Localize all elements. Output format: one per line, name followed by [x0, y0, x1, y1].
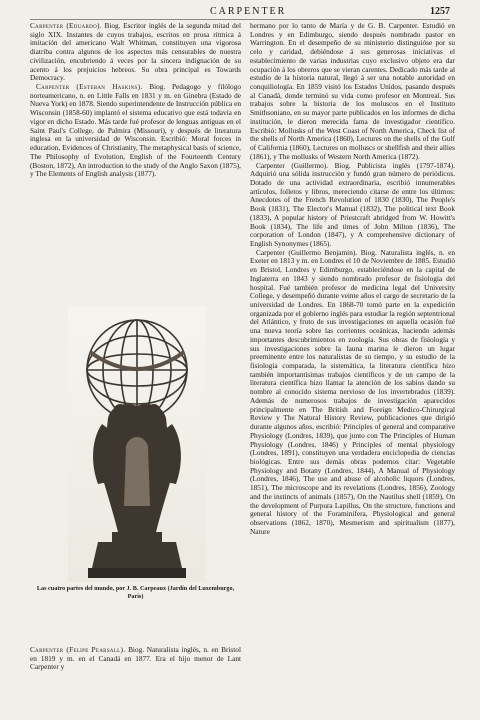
entry-head: Carpenter (Eduardo). [30, 21, 102, 30]
page-header [30, 6, 450, 20]
paragraph: Carpenter (Guillermo Benjamín). Biog. Naturalista inglés, n. en Exeter en 1813 y m. en Londres el 10 de Noviembre de 1885. Estudió en Bristol, Londres y Edimburgo, estableciéndose en la capital de Inglaterra en 1843 y siendo nombrado profesor de fisiología del hospital. Fué también profesor de medicina legal del University College, y desempeñó durante veinte años el cargo de secretario de la universidad de Londres. En 1868-70 tomó parte en la expedición organizada por el gobierno inglés para estudiar la región septentrional del Atlántico, y fruto de sus investigaciones en aquella ocasión fué una nueva teoría sobre las corrientes oceánicas, haciendo además importantes descubrimientos en zoología. Sus obras de fisiología y sus investigaciones sobre la fauna marina le dieron un lugar preeminente entre los naturalistas de su tiempo, y su estudio de la fisiología comparada, la sistemática, la literatura científica hizo también importantísimas trabajos científicos y de un campo de la literatura científica hizo llamar la atención de los sabios dando su nombre al conocido sistema nervioso de los invertebrados (1839). Además de numerosos trabajos de investigación aparecidos principalmente en The British and Foreign Medico-Chirurgical Review y The Natural History Review, publicaciones que dirigió durante algunos años, escribió: Principles of general and comparative Physiology (Londres, 1839), que junto con The Principles of Human Physiology (Londres, 1846) y Principles of mental physiology (Londres, 1891), constituyen una verdadera enciclopedia de ciencias biológicas. Entre sus demás obras podemos citar: Vegetable Physiology and Botany (Londres, 1844), A Manual of Physiology (Londres, 1846), The use and abuse of alcoholic liquors (Londres, 1851), The microscope and its revelations (Londres, 1856), Zoology and the instincts of animals (1857), On the Nautilus shell (1859), On the development of Purpura Lapillus, On the structure, functions and general history of the Foraminifera, Physiological and general observations (1862, 1870), Mesmerism and spiritualism (1877), Nature [250, 247, 455, 536]
armillary-sphere-illustration [68, 306, 206, 582]
sculpture-photo [68, 306, 206, 582]
left-column [30, 22, 241, 179]
paragraph: hermano por lo tanto de María y de G. B. Carpenter. Estudió en Londres y en Edimburgo, siendo después nombrado pastor en Warrington. En el desempeño de su ministerio distinguióse por su celo y caridad, debiéndose á sus generosas iniciativas el establecimiento de varias industrias cuyo exclusivo objeto era dar ocupación á los obreros que se vieran carentes. Dedicado más tarde al estudio de la historia natural, llegó á ser una notable autoridad en conquiliología. En 1859 visitó los Estados Unidos, pasando después al Canadá, donde terminó su vida como profesor en Montreal. Sus trabajos sobre la historia de los moluscos en el Instituto Smithsoniano, en su mayor parte publicados en los informes de dicha institución, le dieron merecida fama de investigador científico. Escribió: Mollusks of the West Coast of North America, Check list of the shells of North America (1860), Lectures on the shells of the Gulf of California (1860), Lectures on molluscs or shellfish and their allies (1861), y The mollusks of Western North America (1872). [250, 21, 455, 161]
entry-head: Carpenter (Esteban Haskins). [36, 82, 143, 92]
entry-text: Biog. Naturalista inglés, n. en Bristol en 1819 y m. en el Canadá en 1877. Era el hijo menor de Lant Carpenter y [30, 645, 241, 672]
paragraph: Carpenter (Guillermo). Biog. Publicista inglés (1797-1874). Adquirió una sólida instrucción y fundó gran número de periódicos. Dotado de una actividad extraordinaria, escribió innumerables artículos, folletos y libros, mereciendo citarse de entre los últimos: Anecdotes of the French Revolution of 1830 (1830), The People's Book (1831), The Elector's Manual (1832), The political text Book (1833), A popular history of Priestcraft abridged from W. Howitt's Book (1834), The life and times of John Milton (1836), The corporation of London (1847), y A comprehensive dictionary of English Synonymes (1865). [250, 160, 455, 248]
figure-caption: Las cuatro partes del mundo, por J. B. Carpeaux (Jardín del Luxemburgo, París) [36, 585, 235, 600]
entry-carpenter-felipe [30, 646, 241, 672]
header-rule [30, 19, 450, 20]
page-number: 1257 [430, 6, 450, 17]
sculpture-figure [30, 306, 241, 582]
right-column [250, 22, 455, 536]
entry-text: Biog. Escritor inglés de la segunda mitad del siglo XIX. Instantes de cuyos trabajos, escritos en prosa rítmica á imitación del americano Walt Whitman, constituyen una vigorosa diatriba contra algunos de los aspectos más censurables de nuestra civilización, encubriendo á veces por la sincera indignación de su acento á los prejuicios hebreos. Su obra principal es Towards Democracy. [30, 21, 241, 83]
entry-text: Biog. Pedagogo y filólogo norteamericano, n. en Little Falls en 1831 y m. en Ginebra (Estado de Nueva York) en 1878. Siendo superintendente de Instrucción pública en Wisconsin (1858-60) implantó el sistema educativo que está todavía en vigor en dicho Estado. Más tarde fué profesor de lenguas antiguas en el Saint Paul's College, de Palmira (Missouri), y después de literatura inglesa en la universidad de Wisconsin. Escribió: Moral forces in education, Evidences of Christianity, The metaphysical basis of science, The Philosophy of Evolution, English of the Fourteenth Century (Boston, 1872), An introduction to the study of the Anglo Saxon (1875), y The Elements of English analysis (1877). [30, 82, 242, 179]
running-head: CARPENTER [210, 6, 287, 17]
left-column-bottom [30, 646, 241, 672]
entry-carpenter-esteban [30, 83, 241, 179]
entry-carpenter-eduardo [30, 22, 241, 83]
entry-head: Carpenter (Felipe Pearsall). [30, 645, 126, 654]
